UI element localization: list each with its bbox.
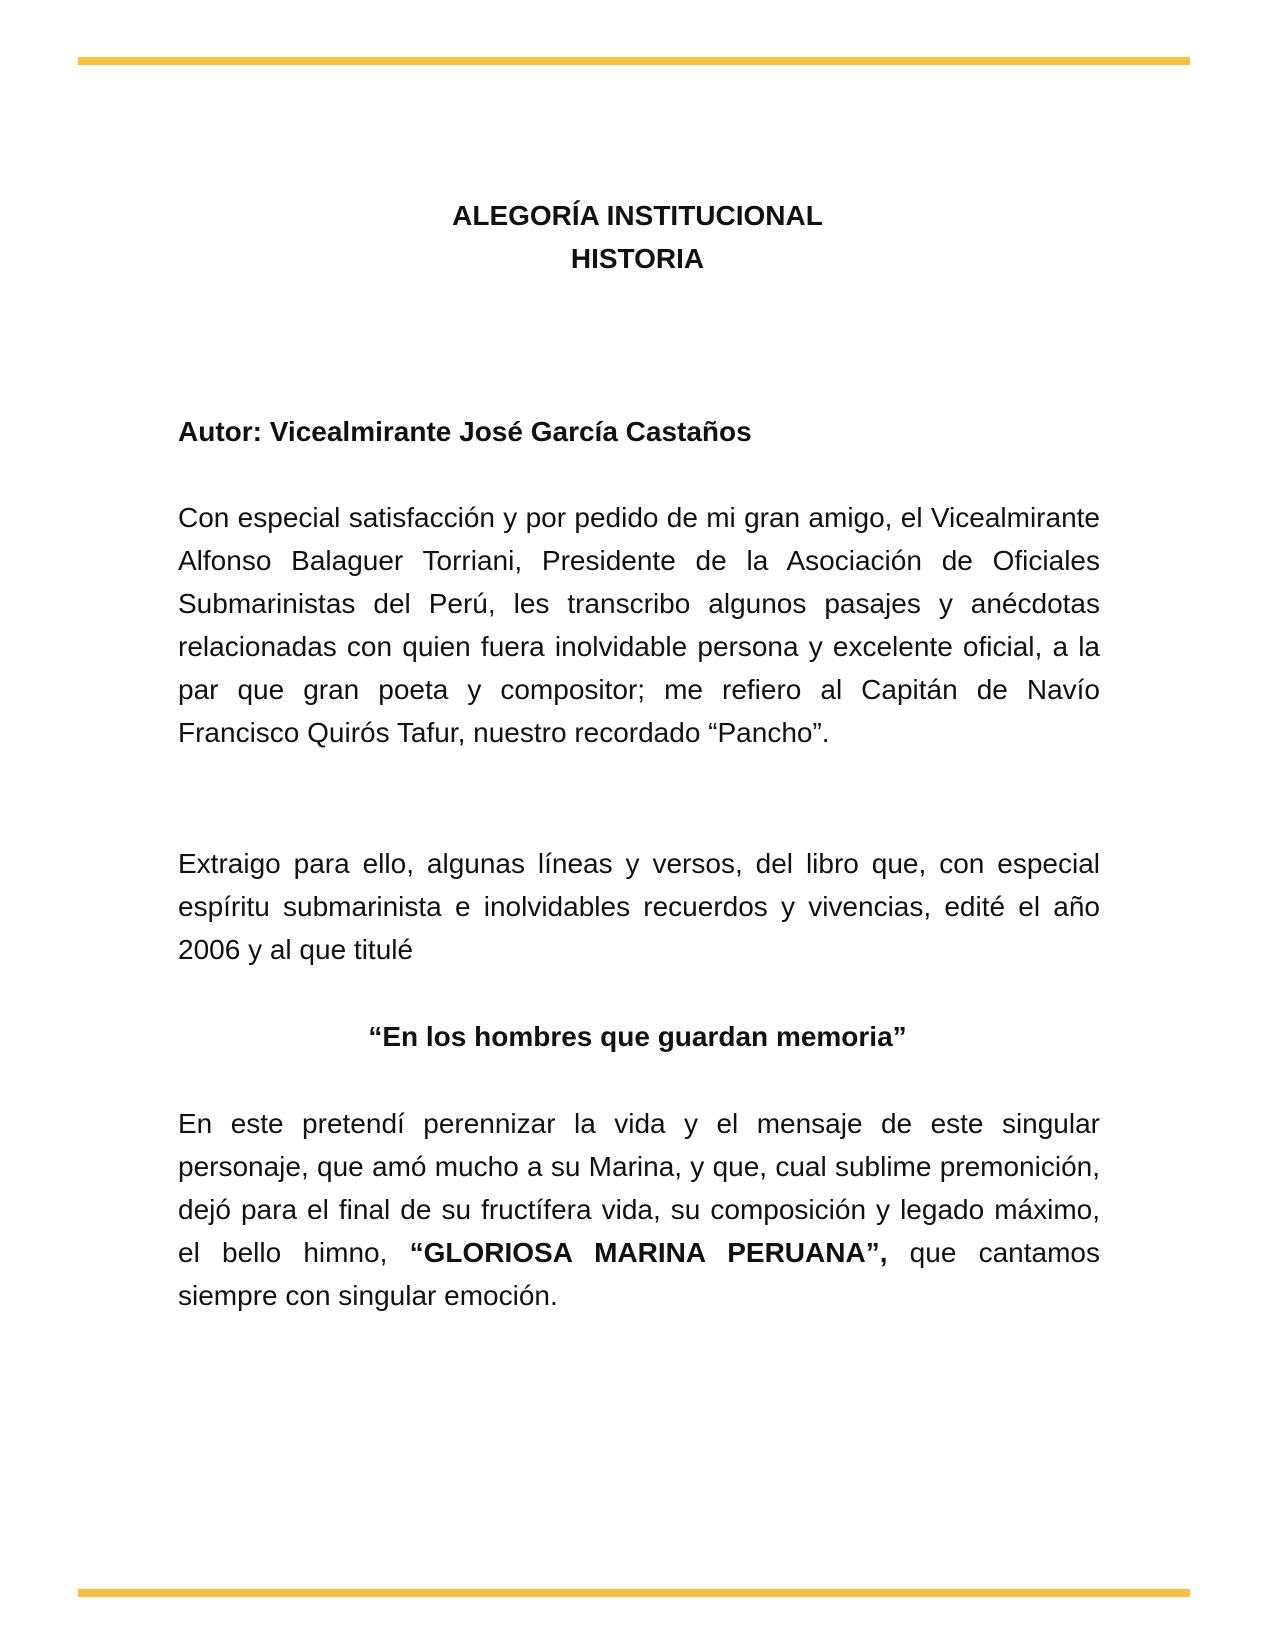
book-title: “En los hombres que guardan memoria” (368, 1021, 907, 1052)
paragraph-2: Extraigo para ello, algunas líneas y versos, del libro que, con especial espíritu submarinista e inolvidables recuerdos y vivencias, edité el año 2006 y al que titulé (178, 848, 1100, 965)
title-line-1: ALEGORÍA INSTITUCIONAL (452, 200, 823, 231)
title-line-2: HISTORIA (570, 243, 705, 274)
paragraph-3 (178, 1102, 1100, 1317)
bottom-rule (78, 1589, 1190, 1597)
paragraph-1: Con especial satisfacción y por pedido de mi gran amigo, el Vicealmirante Alfonso Balaguer Torriani, Presidente de la Asociación de Oficiales Submarinistas del Perú, les transcribo algunos pasajes y anécdotas relacionadas con quien fuera inolvidable persona y excelente oficial, a la par que gran poeta y compositor; me refiero al Capitán de Navío Francisco Quirós Tafur, nuestro recordado “Pancho”. (178, 502, 1100, 748)
paragraph-3-text: En este pretendí perennizar la vida y el mensaje de este singular personaje, que amó mucho a su Marina, y que, cual sublime premonición, dejó para el final de su fructífera vida, su composición y legado máximo, el bello himno, (178, 1108, 1100, 1268)
anthem-title: “GLORIOSA MARINA PERUANA”, (409, 1237, 888, 1268)
top-rule (78, 57, 1190, 65)
author-line: Autor: Vicealmirante José García Castaños (178, 416, 752, 447)
paragraph-3-end: que cantamos siempre con singular emoción. (178, 1237, 1100, 1311)
document-title (0, 194, 1275, 280)
